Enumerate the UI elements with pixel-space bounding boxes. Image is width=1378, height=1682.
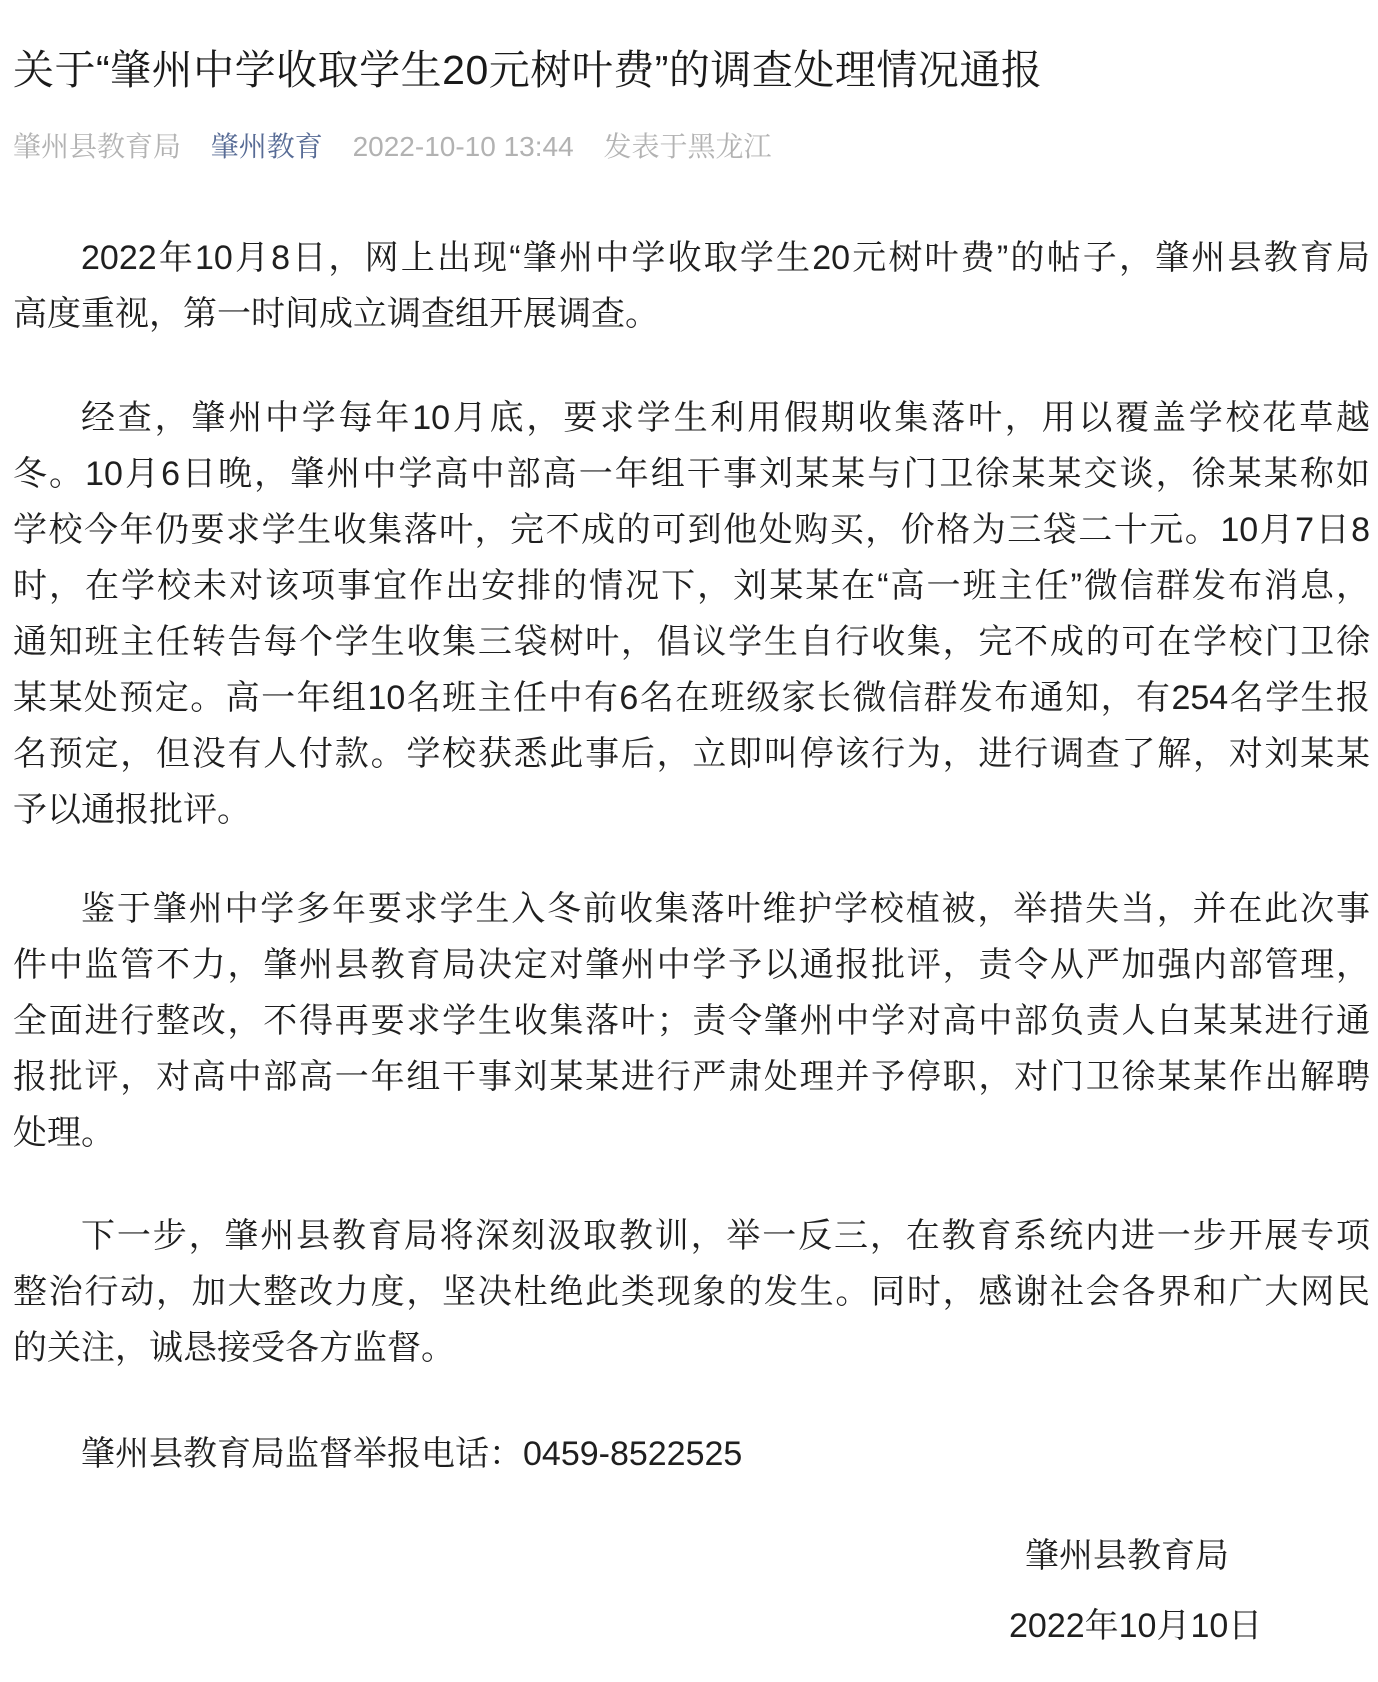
paragraph-line: 2022年10月8日，网上出现“肇州中学收取学生20元树叶费”的帖子，肇州县教育局: [81, 239, 1370, 277]
article-title: 关于“肇州中学收取学生20元树叶费”的调查处理情况通报: [13, 47, 1043, 93]
paragraph-line: 件中监管不力，肇州县教育局决定对肇州中学予以通报批评，责令从严加强内部管理，: [13, 946, 1370, 984]
paragraph-line: 通知班主任转告每个学生收集三袋树叶，倡议学生自行收集，完不成的可在学校门卫徐: [13, 623, 1370, 661]
paragraph-4: [13, 1208, 1370, 1376]
paragraph-line: 予以通报批评。: [13, 791, 251, 829]
paragraph-line: 的关注，诚恳接受各方监督。: [13, 1329, 455, 1367]
paragraph-line: 整治行动，加大整改力度，坚决杜绝此类现象的发生。同时，感谢社会各界和广大网民: [13, 1273, 1370, 1311]
paragraph-line: 报批评，对高中部高一年组干事刘某某进行严肃处理并予停职，对门卫徐某某作出解聘: [13, 1058, 1370, 1096]
article-meta: [13, 128, 793, 166]
paragraph-line: 某某处预定。高一年组10名班主任中有6名在班级家长微信群发布通知，有254名学生报: [13, 679, 1370, 717]
signature-date: 2022年10月10日: [1009, 1607, 1263, 1645]
paragraph-line: 名预定，但没有人付款。学校获悉此事后，立即叫停该行为，进行调查了解，对刘某某: [13, 735, 1370, 773]
author-name: 肇州县教育局: [13, 131, 182, 162]
paragraph-line: 经查，肇州中学每年10月底，要求学生利用假期收集落叶，用以覆盖学校花草越: [81, 399, 1370, 437]
paragraph-line: 时，在学校未对该项事宜作出安排的情况下，刘某某在“高一班主任”微信群发布消息，: [13, 567, 1370, 605]
paragraph-1: [13, 230, 1370, 342]
signature-org: 肇州县教育局: [1025, 1537, 1229, 1575]
paragraph-line: 下一步，肇州县教育局将深刻汲取教训，举一反三，在教育系统内进一步开展专项: [81, 1217, 1370, 1255]
paragraph-3: [13, 881, 1370, 1161]
paragraph-2: [13, 390, 1370, 838]
publish-datetime: 2022-10-10 13:44: [352, 131, 574, 162]
paragraph-line: 冬。10月6日晚，肇州中学高中部高一年组干事刘某某与门卫徐某某交谈，徐某某称如: [13, 455, 1370, 493]
paragraph-line: 高度重视，第一时间成立调查组开展调查。: [13, 295, 659, 333]
paragraph-line: 处理。: [13, 1114, 115, 1152]
paragraph-line: 鉴于肇州中学多年要求学生入冬前收集落叶维护学校植被，举措失当，并在此次事: [81, 890, 1370, 928]
paragraph-line: 学校今年仍要求学生收集落叶，完不成的可到他处购买，价格为三袋二十元。10月7日8: [13, 511, 1370, 549]
hotline-text: 肇州县教育局监督举报电话：0459-8522525: [81, 1435, 743, 1473]
publish-location: 发表于黑龙江: [603, 131, 772, 162]
paragraph-line: 全面进行整改，不得再要求学生收集落叶；责令肇州中学对高中部负责人白某某进行通: [13, 1002, 1370, 1040]
account-link[interactable]: 肇州教育: [210, 131, 323, 162]
